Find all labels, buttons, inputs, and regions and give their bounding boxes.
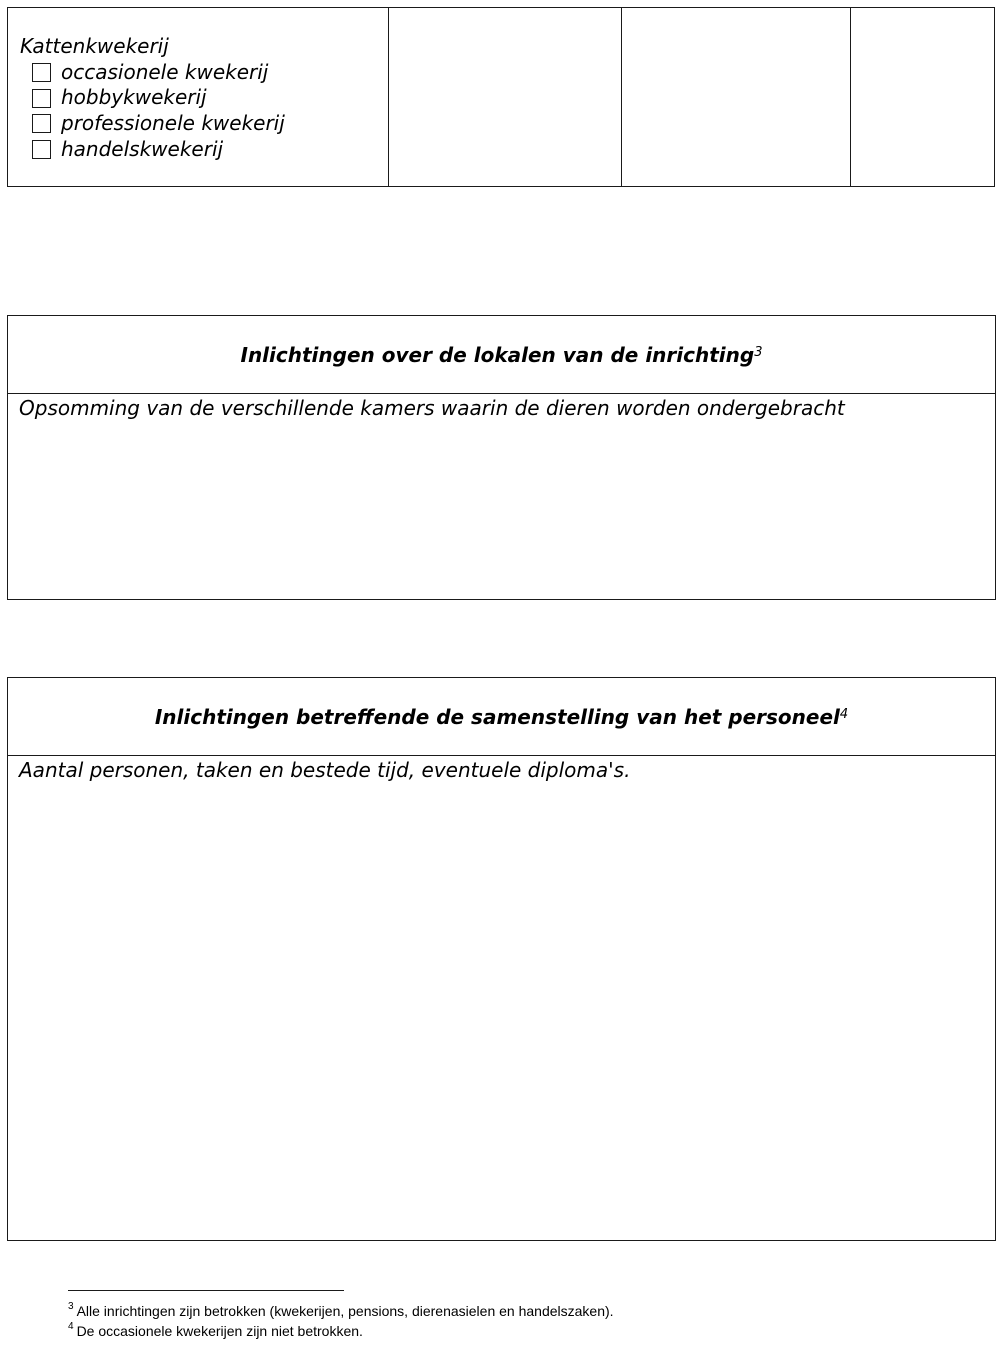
footnote-number: 3 (68, 1301, 74, 1312)
column-divider (388, 8, 389, 186)
option-hobby[interactable] (32, 85, 285, 111)
section-personeel (7, 677, 996, 1241)
occasionele-checkbox[interactable] (32, 63, 51, 82)
section-header (8, 678, 995, 756)
handels-checkbox[interactable] (32, 140, 51, 159)
category-table (7, 7, 995, 187)
option-label: professionele kwekerij (61, 111, 285, 136)
option-label: occasionele kwekerij (61, 59, 269, 84)
option-label: hobbykwekerij (61, 85, 207, 110)
option-handels[interactable] (32, 137, 285, 163)
column-divider (850, 8, 851, 186)
footnote-ref: 4 (839, 707, 849, 722)
footnote-separator (68, 1290, 344, 1291)
footnote (68, 1323, 363, 1339)
section-title: Inlichtingen betreffende de samenstelling van het personeel (154, 704, 840, 729)
option-label: handelskwekerij (61, 136, 224, 161)
section-lokalen (7, 315, 996, 600)
footnote-number: 4 (68, 1321, 74, 1332)
footnote (68, 1303, 614, 1319)
column-divider (621, 8, 622, 186)
section-title: Inlichtingen over de lokalen van de inrichting (240, 342, 755, 367)
category-label: Kattenkwekerij (20, 34, 169, 58)
footnote-text: De occasionele kwekerijen zijn niet betrokken. (76, 1323, 363, 1339)
option-occasionele[interactable] (32, 60, 285, 86)
section-instruction: Opsomming van de verschillende kamers waarin de dieren worden ondergebracht (19, 396, 845, 420)
footnote-text: Alle inrichtingen zijn betrokken (kwekerijen, pensions, dierenasielen en handelszaken). (76, 1303, 614, 1319)
section-header (8, 316, 995, 394)
section-instruction: Aantal personen, taken en bestede tijd, eventuele diploma's. (19, 758, 631, 782)
professionele-checkbox[interactable] (32, 114, 51, 133)
hobby-checkbox[interactable] (32, 89, 51, 108)
footnote-ref: 3 (754, 345, 763, 360)
option-professionele[interactable] (32, 111, 285, 137)
category-cell (20, 34, 285, 163)
